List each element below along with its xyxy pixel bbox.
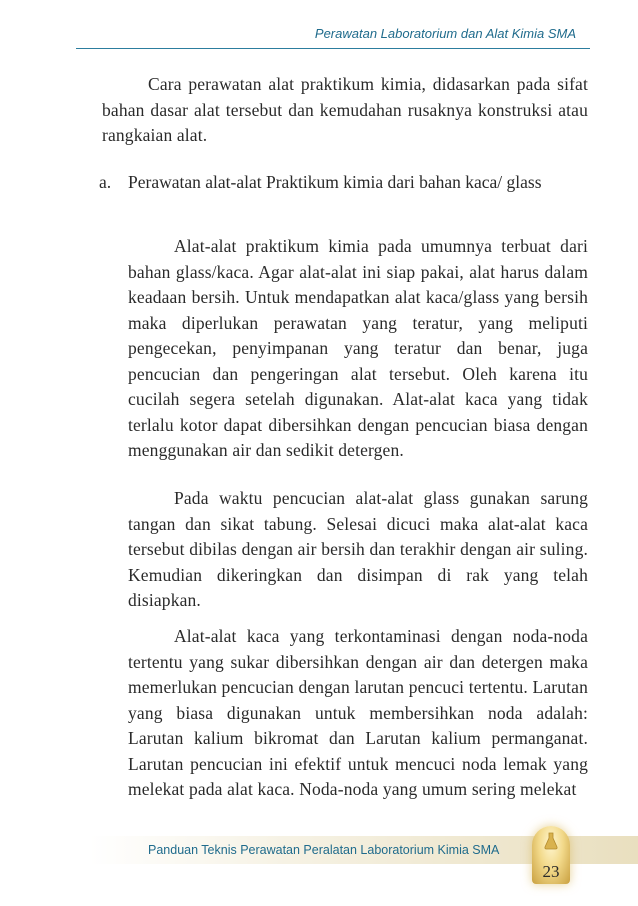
- body-paragraph-2: Pada waktu pencucian alat-alat glass gunakan sarung tangan dan sikat tabung. Selesai dicuci maka alat-alat kaca tersebut dibilas dengan air bersih dan terakhir dengan air suling. Kemudian dikeringkan dan disimpan di rak yang telah disiapkan.: [128, 488, 588, 610]
- header-divider: [76, 48, 590, 49]
- body-paragraph-1: Alat-alat praktikum kimia pada umumnya terbuat dari bahan glass/kaca. Agar alat-alat ini siap pakai, alat harus dalam keadaan bersih. Untuk mendapatkan alat kaca/glass yang bersih maka diperlukan perawatan yang teratur, yang meliputi pengecekan, penyimpanan yang teratur dan benar, juga pencucian dan pengeringan alat tersebut. Oleh karena itu cucilah segera setelah digunakan. Alat-alat kaca yang tidak terlalu kotor dapat dibersihkan dengan pencucian biasa dengan menggunakan air dan sedikit detergen.: [128, 236, 588, 460]
- footer-book-title: Panduan Teknis Perawatan Peralatan Laboratorium Kimia SMA: [148, 843, 500, 857]
- page-number: 23: [542, 862, 560, 881]
- running-header: Perawatan Laboratorium dan Alat Kimia SMA: [314, 26, 576, 41]
- body-paragraph-3: Alat-alat kaca yang terkontaminasi dengan noda-noda tertentu yang sukar dibersihkan dengan air dan detergen maka memerlukan pencucian dengan larutan pencuci tertentu. Larutan yang biasa digunakan untuk membersihkan noda adalah: Larutan kalium bikromat dan Larutan kalium permanganat. Larutan pencucian ini efektif untuk mencuci noda lemak yang melekat pada alat kaca. Noda-noda yang umum sering melekat: [128, 626, 588, 799]
- intro-paragraph: Cara perawatan alat praktikum kimia, didasarkan pada sifat bahan dasar alat tersebut dan kemudahan rusaknya konstruksi atau rangkaian alat.: [102, 74, 588, 145]
- section-title: Perawatan alat-alat Praktikum kimia dari bahan kaca/ glass: [128, 172, 542, 192]
- flask-icon: [543, 832, 559, 850]
- section-marker: a.: [99, 172, 112, 192]
